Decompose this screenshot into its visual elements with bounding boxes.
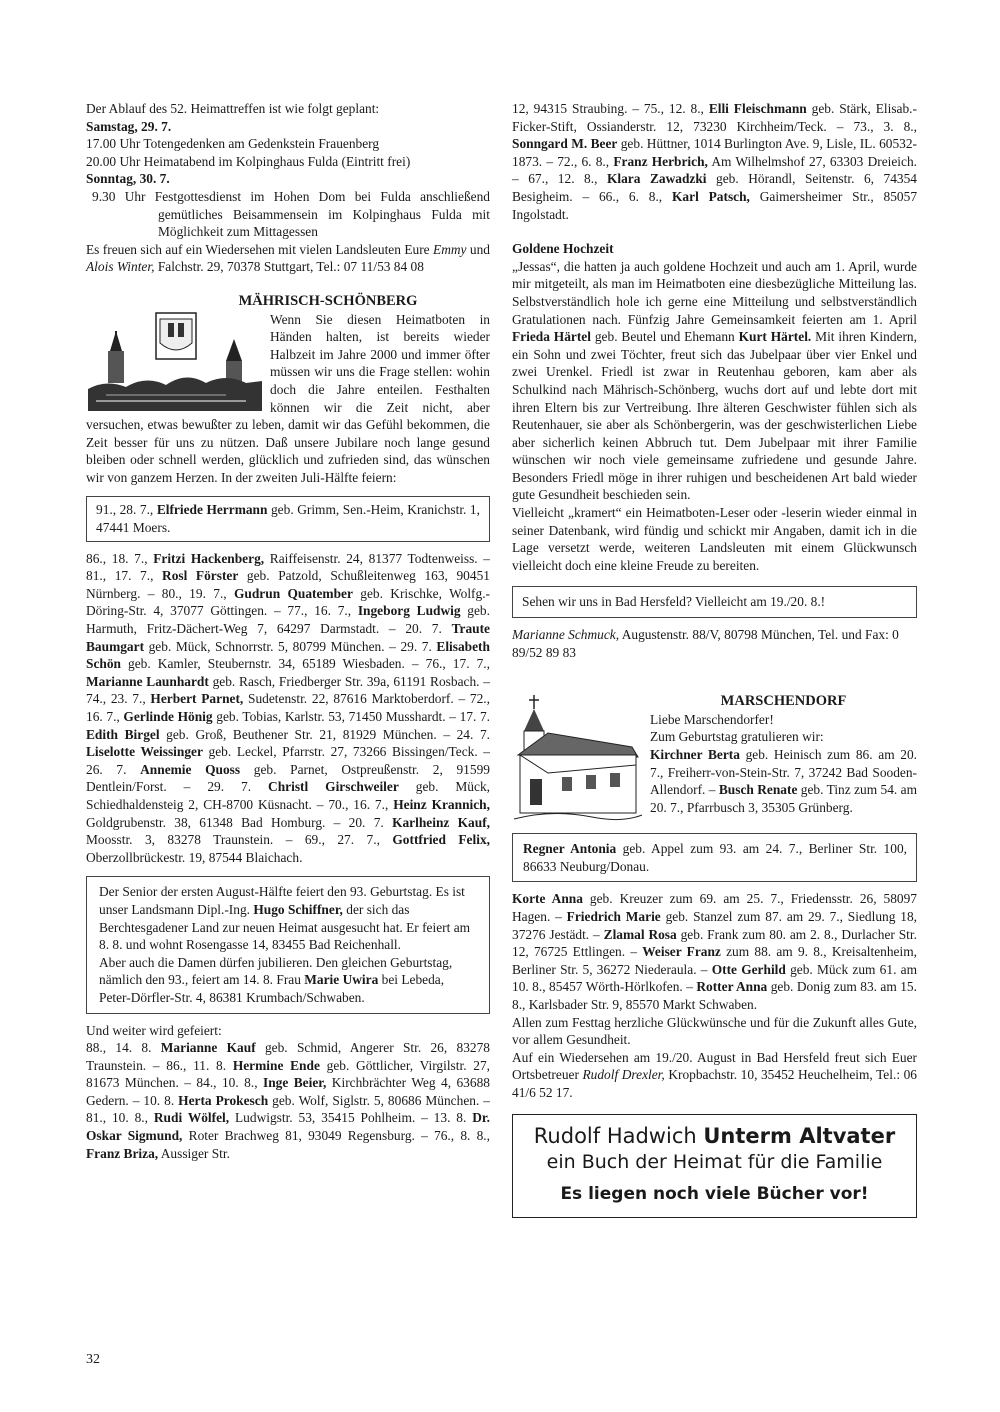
golden-wedding-title: Goldene Hochzeit [512,241,614,257]
golden-wedding-text: Vielleicht „kramert“ ein Heimatboten-Leser oder -leserin wieder einmal in seiner Datenbank, wird fündig und schickt mir Angaben, damit ich in die Lage versetzt werde, weiteren Landsleuten mit einem Glückwunsch vielleicht doch eine kleine Freude zu bereiten. [512,505,917,573]
list-item: 91., 28. 7., Elfriede Herrmann geb. Grimm, Sen.-Heim, Kranichstr. 1, 47441 Moers. [96,502,480,536]
left-column [86,100,490,1162]
town-emblem-illustration [86,311,264,413]
senior-box [86,876,490,1013]
section-body [86,311,490,487]
schedule-day-sunday: Sonntag, 30. 7. [86,171,170,187]
list-item: Regner Antonia geb. Appel zum 93. am 24. 7., Berliner Str. 100, 86633 Neuburg/Donau. [523,841,907,874]
church-illustration [512,693,644,823]
section-title-marschendorf: MARSCHENDORF [720,693,847,710]
ad-subtitle: ein Buch der Heimat für die Familie [546,1150,883,1173]
schedule-day-saturday: Samstag, 29. 7. [86,118,172,134]
further-intro: Und weiter wird gefeiert: [86,1022,222,1038]
page-number: 32 [86,1352,100,1367]
section-text: Wenn Sie diesen Heimatboten in Händen halten, ist bereits wieder Halbzeit im Jahre 2000 und immer öfter müssen wir uns die Frage stellen: wohin doch die Jahre enteilen. Festhalten können wir die Zeit nicht, aber versuchen, etwas bewußter zu leben, damit wir das Gefühl bekommen, die Zeit besser für uns zu nützen. Daß unsere Jubilare noch lange gesund bleiben oder schnell werden, glücklich und zufrieden sind, das wünschen wir von ganzem Herzen. In der zweiten Juli-Hälfte feiern: [86,311,490,485]
marschendorf-section [512,693,917,816]
birthday-list: 88., 14. 8. Marianne Kauf geb. Schmid, Angerer Str. 26, 83278 Traunstein. – 86., 11. 8. Hermine Ende geb. Göttlicher, Virgilstr. 27, 81673 München. – 84., 10. 8., Inge Beier, Kirchbrächter Weg 4, 63688 Gedern. – 10. 8. Herta Prokesch geb. Wolf, Siglstr. 5, 80686 München. – 81., 10. 8., Rudi Wölfel, Ludwigstr. 53, 35415 Pohlheim. – 13. 8. Dr. Oskar Sigmund, Roter Brachweg 81, 93049 Regensburg. – 76., 8. 8., Franz Briza, Aussiger Str. [86,1040,491,1161]
schedule-intro: Der Ablauf des 52. Heimattreffen ist wie folgt geplant: [86,101,380,116]
birthday-list: Kirchner Berta geb. Heinisch zum 86. am 20. 7., Freiherr-von-Stein-Str. 7, 37242 Bad Sooden-Allendorf. – Busch Renate geb. Tinz zum 54. am 20. 7., Pfarrbusch 3, 35305 Grünberg. [650,747,917,815]
meeting-box [512,586,917,618]
marschendorf-intro: Zum Geburtstag gratulieren wir: [650,729,824,745]
marschendorf-greeting: Liebe Marschendorfer! [650,711,774,727]
ad-book-title: Unterm Altvater [703,1123,896,1148]
senior-text: Der Senior der ersten August-Hälfte feiert den 93. Geburtstag. Es ist unser Landsmann Dipl.-Ing. Hugo Schiffner, der sich das Berchtesgadener Land zur neuen Heimat ausgesucht hat. Er feiert am 8. 8. und wohnt Rosengasse 14, 83455 Bad Reichenhall. [99,884,471,953]
birthday-list: 86., 18. 7., Fritzi Hackenberg, Raiffeisenstr. 24, 81377 Todtenweiss. – 81., 17. 7., Rosl Förster geb. Patzold, Schußleitenweg 163, 90451 Nürnberg. – 80., 19. 7., Gudrun Quatember geb. Krischke, Wolfg.-Döring-Str. 4, 37077 Göttingen. – 77., 16. 7., Ingeborg Ludwig geb. Harmuth, Fritz-Dächert-Weg 7, 64297 Darmstadt. – 20. 7. Traute Baumgart geb. Mück, Schnorrstr. 5, 80799 München. – 29. 7. Elisabeth Schön geb. Kamler, Steubernstr. 34, 65189 Wiesbaden. – 76., 17. 7., Marianne Launhardt geb. Rasch, Friedberger Str. 39a, 61191 Rosbach. – 74., 23. 7., Herbert Parnet, Sudetenstr. 22, 87616 Marktoberdorf. – 72., 16. 7., Gerlinde Hönig geb. Tobias, Karlstr. 53, 71450 Musshardt. – 17. 7. Edith Birgel geb. Groß, Beuthener Str. 21, 81929 München. – 24. 7. Liselotte Weissinger geb. Leckel, Pfarrstr. 27, 73266 Bissingen/Teck. – 26. 7. Annemie Quoss geb. Parnet, Ostpreußenstr. 2, 91599 Dentlein/Forst. – 29. 7. Christl Girschweiler geb. Mück, Schiedhaldensteig 2, CH-8700 Küsnacht. – 70., 16. 7., Heinz Krannich, Goldgrubenstr. 38, 61348 Bad Homburg. – 20. 7. Karlheinz Kauf, Moosstr. 3, 83278 Traunstein. – 69., 27. 7., Gottfried Felix, Oberzollbrückestr. 19, 87544 Blaichach. [86,550,491,865]
meeting-text: Sehen wir uns in Bad Hersfeld? Vielleicht am 19./20. 8.! [522,594,826,610]
senior-text: Aber auch die Damen dürfen jubilieren. Den gleichen Geburtstag, nämlich den 93., feiert am 14. 8. Frau Marie Uwira bei Lebeda, Peter-Dörfler-Str. 4, 86381 Krumbach/Schwaben. [99,954,453,1005]
highlight-box [512,833,917,882]
birthday-list: Korte Anna geb. Kreuzer zum 69. am 25. 7., Friedensstr. 26, 58097 Hagen. – Friedrich Marie geb. Stanzel zum 87. am 29. 7., Siedlung 18, 37276 Jestädt. – Zlamal Rosa geb. Frank zum 80. am 2. 8., Durlacher Str. 12, 76725 Ettlingen. – Weiser Franz zum 88. am 9. 8., Kreisaltenheim, Berliner Str. 5, 36272 Niederaula. – Otte Gerhild geb. Mück zum 61. am 10. 8., 85457 Wörth-Hörlkofen. – Rotter Anna geb. Donig zum 83. am 15. 8., Karlsbader Str. 9, 85570 Markt Schwaben. [512,891,917,1012]
closing-text: Allen zum Festtag herzliche Glückwünsche und für die Zukunft alles Gute, vor allem Gesundheit. [512,1014,917,1048]
book-advertisement [512,1114,917,1218]
ad-note: Es liegen noch viele Bücher vor! [560,1183,869,1204]
schedule-item: 9.30 Uhr Festgottesdienst im Hohen Dom bei Fulda anschließend gemütliches Beisammensein im Kolpinghaus Fulda mit Möglichkeit zum Mittagessen [92,188,490,240]
section-title-maehrisch-schoenberg: MÄHRISCH-SCHÖNBERG [238,292,418,309]
closing-text: Auf ein Wiedersehen am 19./20. August in Bad Hersfeld freut sich Euer Ortsbetreuer Rudolf Drexler, Kropbachstr. 10, 35452 Heuchelheim, Tel.: 06 41/6 52 17. [512,1049,917,1100]
ad-author: Rudolf Hadwich [533,1123,697,1148]
right-column [512,100,917,1218]
birthday-list: 12, 94315 Straubing. – 75., 12. 8., Elli Fleischmann geb. Stärk, Elisab.-Ficker-Stift, Ossianderstr. 12, 73230 Kirchheim/Teck. – 73., 3. 8., Sonngard M. Beer geb. Hüttner, 1014 Burlington Ave. 9, Lisle, IL. 60532-1873. – 72., 6. 8., Franz Herbrich, Am Wilhelmshof 27, 63303 Dreieich. – 67., 12. 8., Klara Zawadzki geb. Hörandl, Seitenstr. 6, 74354 Besigheim. – 66., 6. 8., Karl Patsch, Gaimersheimer Str., 85057 Ingolstadt. [512,101,918,222]
ad-title-line [517,1123,912,1149]
signature: Marianne Schmuck, Augustenstr. 88/V, 80798 München, Tel. und Fax: 0 89/52 89 83 [512,627,899,660]
highlight-box [86,496,490,541]
greeting: Es freuen sich auf ein Wiedersehen mit vielen Landsleuten Eure Emmy und Alois Winter, Falchstr. 29, 70378 Stuttgart, Tel.: 07 11/53 84 08 [86,241,490,275]
schedule-item: 17.00 Uhr Totengedenken am Gedenkstein Frauenberg [86,136,380,152]
schedule-item: 20.00 Uhr Heimatabend im Kolpinghaus Fulda (Eintritt frei) [86,153,411,169]
golden-wedding-text: „Jessas“, die hatten ja auch goldene Hochzeit und auch am 1. April, wurde mir mitgeteilt, als man im Heimatboten eine diesbezügliche Mitteilung las. Selbstverständlich hole ich gerne eine Mitteilung und selbstverständlich Gratulationen nach. Fünfzig Jahre Gemeinsamkeit feierten am 1. April Frieda Härtel geb. Beutel und Ehemann Kurt Härtel. Mit ihren Kindern, ein Sohn und zwei Töchter, freut sich das Jubelpaar über vier Enkel und zwei Urenkel. Friedl ist zwar in Reutenhau geboren, kam aber als Schulkind nach Mährisch-Schönberg, wuchs dort auf und lebte dort mit ihren Eltern bis zur Vertreibung. Ihre älteren Geschwister fühlen sich als Reutenhauer, sie aber als Schönbergerin, was der geschwisterlichen Liebe aber sicherlich keinen Abbruch tut. Dem Jubelpaar mit ihrer Familie wünschen wir noch viele gemeinsame zufriedene und gesunde Jahre. Besonders Friedl möge in ihrer ruhigen und bescheidenen Art bald wieder gute Gesundheit beschieden sein. [512,258,917,503]
